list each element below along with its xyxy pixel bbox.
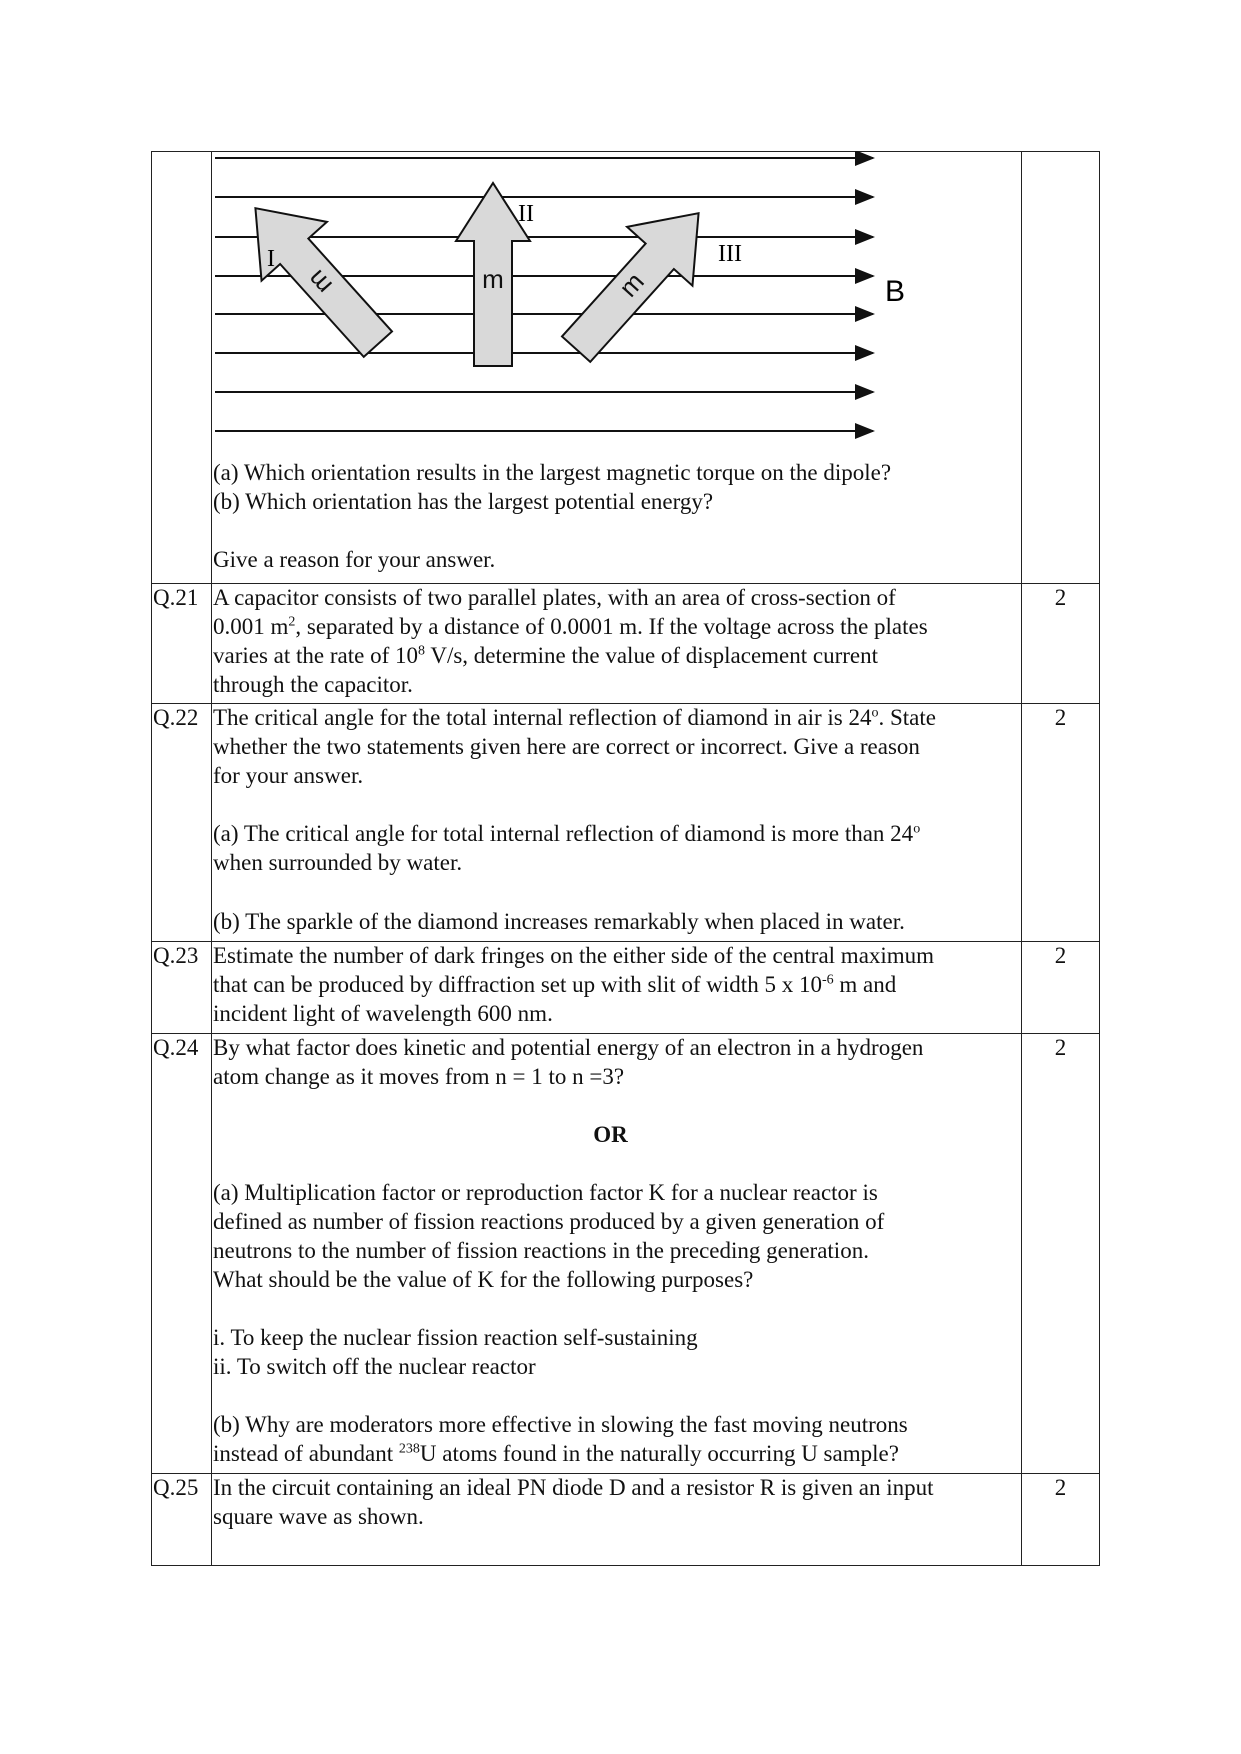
q23-line: incident light of wavelength 600 nm. [213, 1001, 553, 1026]
q24-part-b: (b) Why are moderators more effective in slowing the fast moving neutrons [213, 1412, 908, 1437]
table-bottom-border [151, 1565, 1100, 1566]
question-number: Q.21 [153, 585, 199, 610]
q20-reason: Give a reason for your answer. [213, 547, 496, 572]
q21-line: through the capacitor. [213, 672, 413, 697]
q24-part-a: What should be the value of K for the following purposes? [213, 1267, 754, 1292]
q21-line: A capacitor consists of two parallel plates, with an area of cross-section of [213, 585, 896, 610]
question-number: Q.22 [153, 705, 199, 730]
field-label-b: B [885, 275, 906, 308]
q24-part-a: defined as number of fission reactions produced by a given generation of [213, 1209, 885, 1234]
dipole-label: m [301, 264, 338, 301]
q24-line: atom change as it moves from n = 1 to n =3? [213, 1064, 625, 1089]
q24-item-ii: ii. To switch off the nuclear reactor [213, 1354, 536, 1379]
q25-line: square wave as shown. [213, 1504, 424, 1529]
question-table [151, 151, 1100, 1566]
column-divider-marks [1021, 151, 1022, 1566]
question-number: Q.25 [153, 1475, 199, 1500]
q22-line: for your answer. [213, 763, 364, 788]
q24-item-i: i. To keep the nuclear fission reaction self-sustaining [213, 1325, 698, 1350]
column-divider-qno [211, 151, 212, 1566]
question-number: Q.24 [153, 1035, 199, 1060]
q22-part-a: (a) The critical angle for total internal reflection of diamond is more than 24$^o$ [213, 821, 921, 846]
orientation-label-i: I [267, 246, 275, 272]
q23-line: Estimate the number of dark fringes on the either side of the central maximum [213, 943, 935, 968]
question-marks: 2 [1054, 705, 1067, 730]
q24-part-b: instead of abundant $^{238}$U atoms found in the naturally occurring U sample? [213, 1441, 899, 1466]
question-marks: 2 [1054, 585, 1067, 610]
question-marks: 2 [1054, 1035, 1067, 1060]
dipole-label: m [613, 266, 650, 303]
or-separator: OR [593, 1122, 628, 1147]
q21-line: varies at the rate of $10^8$ V/s, determine the value of displacement current [213, 643, 879, 668]
table-left-border [151, 151, 152, 1566]
question-marks: 2 [1054, 1475, 1067, 1500]
q23-line: that can be produced by diffraction set up with slit of width 5 x $10^{-6}$ m and [213, 972, 897, 997]
q22-part-b: (b) The sparkle of the diamond increases remarkably when placed in water. [213, 909, 905, 934]
question-marks: 2 [1054, 943, 1067, 968]
q24-part-a: neutrons to the number of fission reactions in the preceding generation. [213, 1238, 869, 1263]
q22-line: The critical angle for the total internal reflection of diamond in air is 24$^o$. State [213, 705, 936, 730]
orientation-label-ii: II [518, 201, 534, 227]
q24-part-a: (a) Multiplication factor or reproduction factor K for a nuclear reactor is [213, 1180, 878, 1205]
q22-line: whether the two statements given here are correct or incorrect. Give a reason [213, 734, 920, 759]
orientation-label-iii: III [718, 241, 742, 267]
q24-line: By what factor does kinetic and potential energy of an electron in a hydrogen [213, 1035, 924, 1060]
question-number: Q.23 [153, 943, 199, 968]
q25-line: In the circuit containing an ideal PN diode D and a resistor R is given an input [213, 1475, 934, 1500]
dipole-label: m [482, 263, 504, 294]
q21-line: 0.001 $m^2$, separated by a distance of 0.0001 m. If the voltage across the plates [213, 614, 928, 639]
q22-part-a: when surrounded by water. [213, 850, 463, 875]
table-right-border [1099, 151, 1100, 1566]
q20-part-b: (b) Which orientation has the largest potential energy? [213, 489, 714, 514]
q20-part-a: (a) Which orientation results in the largest magnetic torque on the dipole? [213, 460, 892, 485]
dipole-orientation-diagram [213, 151, 913, 441]
dipole-arrow-iii [543, 184, 731, 379]
